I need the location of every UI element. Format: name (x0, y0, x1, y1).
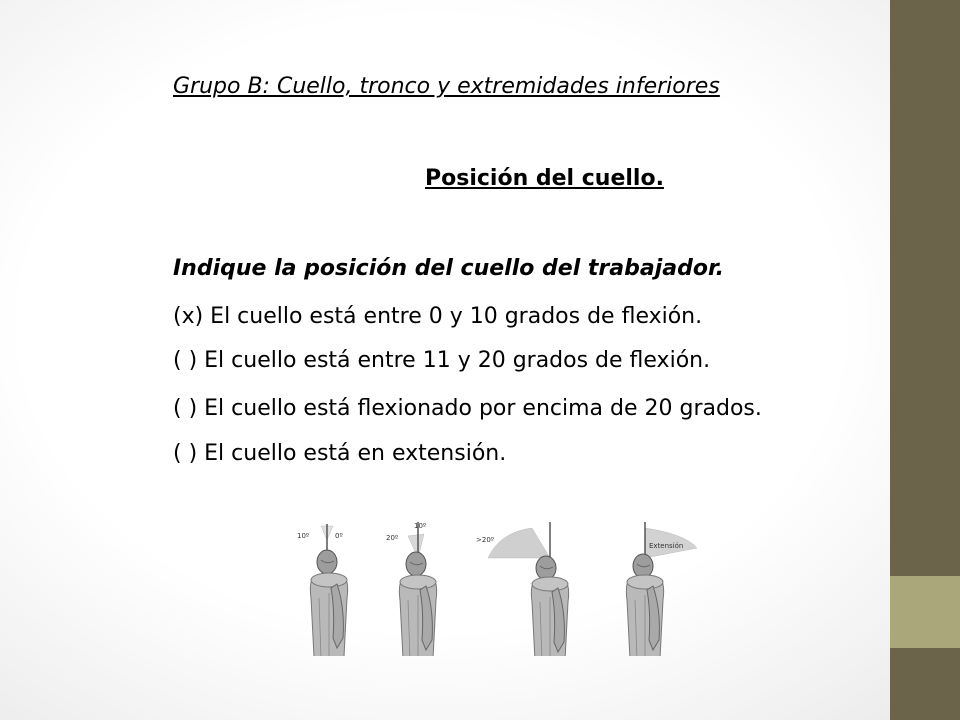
option-item: ( ) El cuello está en extensión. (173, 441, 507, 466)
section-title: Posición del cuello. (425, 166, 664, 191)
posture-figure-1 (297, 524, 348, 656)
figure-2-label-b: 10º (414, 522, 427, 530)
decorative-sidebar (890, 0, 960, 720)
question-text: Indique la posición del cuello del trabajador. (173, 256, 725, 281)
figure-1-label-b: 0º (335, 532, 343, 540)
sidebar-accent-block (890, 576, 960, 648)
posture-figure-2 (386, 522, 437, 656)
posture-figure-3 (476, 522, 569, 656)
neck-posture-illustration (285, 518, 700, 656)
posture-figure-4 (626, 522, 697, 656)
group-title: Grupo B: Cuello, tronco y extremidades inferiores (173, 74, 720, 99)
figure-3-label: >20º (476, 536, 495, 544)
sidebar-bottom-block (890, 648, 960, 720)
option-item: (x) El cuello está entre 0 y 10 grados de flexión. (173, 304, 703, 329)
sidebar-top-block (890, 0, 960, 576)
option-item: ( ) El cuello está flexionado por encima de 20 grados. (173, 396, 762, 421)
figure-4-label: Extensión (649, 542, 684, 550)
figure-1-label-a: 10º (297, 532, 310, 540)
option-item: ( ) El cuello está entre 11 y 20 grados de flexión. (173, 348, 711, 373)
figure-2-label-a: 20º (386, 534, 399, 542)
